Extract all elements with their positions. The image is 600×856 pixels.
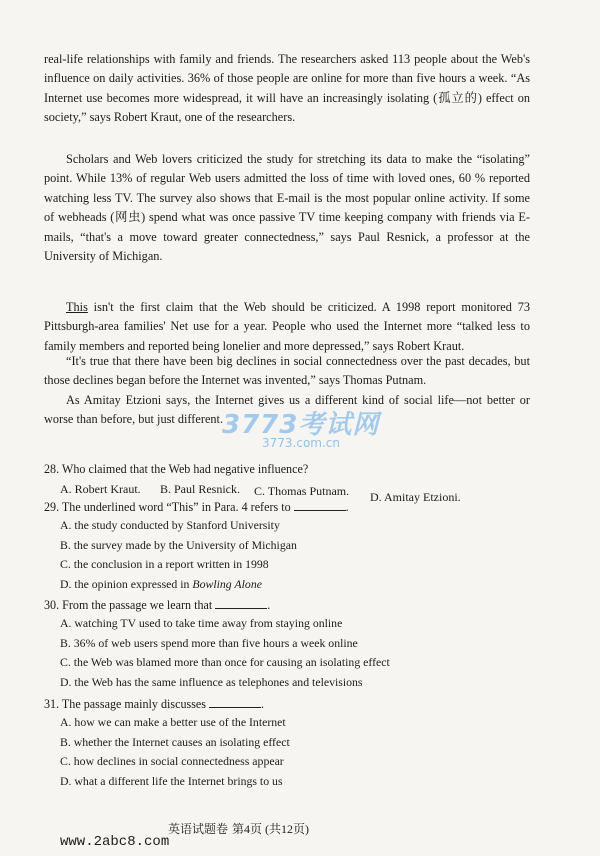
question-31-option-c: C. how declines in social connectedness appear [60, 754, 284, 768]
question-30-stem-end: . [267, 598, 271, 612]
passage-paragraph-2: Scholars and Web lovers criticized the study for stretching its data to make the “isolating” point. While 13% of regular Web users admitted the loss of time with loved ones, 60 % reported watching less TV. The survey also shows that E-mail is the most popular online activity. If some of webheads (网虫) spend what was once passive TV time keeping company with friends via E-mails, “that's a move toward greater connectedness,” says Paul Resnick, a professor at the University of Michigan. [44, 152, 530, 264]
question-31-stem-end: . [261, 697, 265, 711]
question-28-option-b: B. Paul Resnick. [160, 482, 240, 496]
question-30-stem-text: 30. From the passage we learn that [44, 598, 213, 612]
question-31-option-b: B. whether the Internet causes an isolating effect [60, 734, 290, 749]
book-title: Bowling Alone [192, 576, 262, 591]
question-29 [44, 498, 534, 594]
exam-title: 英语试题卷 [168, 822, 229, 836]
question-31-stem [44, 695, 534, 713]
question-31 [44, 695, 534, 791]
question-28-option-d: D. Amitay Etzioni. [370, 490, 461, 504]
question-28-stem: 28. Who claimed that the Web had negative influence? [44, 462, 309, 476]
question-28-option-a: A. Robert Kraut. [60, 482, 141, 496]
question-29-option-b: B. the survey made by the University of Michigan [60, 537, 297, 552]
question-31-option-d: D. what a different life the Internet brings to us [60, 773, 283, 788]
question-29-option-c: C. the conclusion in a report written in 1998 [60, 557, 269, 571]
answer-blank [294, 500, 346, 511]
watermark-url: 3773.com.cn [262, 436, 340, 450]
answer-blank [215, 598, 267, 609]
passage-paragraph-1: real-life relationships with family and friends. The researchers asked 113 people about the Web's influence on daily activities. 36% of those people are online for more than five hours a week. “As Internet use becomes more widespread, it will have an increasingly isolating (孤立的) effect on society,” says Robert Kraut, one of the researchers. [44, 52, 530, 125]
page-number: 第4页 (共12页) [232, 822, 309, 836]
passage-paragraph-3 [44, 298, 530, 356]
question-30-option-c: C. the Web was blamed more than once for causing an isolating effect [60, 655, 390, 669]
question-29-option-a: A. the study conducted by Stanford University [60, 518, 280, 532]
question-30-option-d: D. the Web has the same influence as telephones and televisions [60, 674, 363, 689]
question-29-option-d [60, 575, 534, 595]
watermark-brand: 3773考试网 [222, 410, 380, 440]
question-30-stem [44, 596, 534, 614]
question-29-stem [44, 498, 534, 516]
answer-blank [209, 697, 261, 708]
passage-paragraph-5: As Amitay Etzioni says, the Internet gives us a different kind of social life—not better or worse than before, but just different. [44, 393, 530, 427]
question-31-option-a: A. how we can make a better use of the Internet [60, 715, 286, 729]
question-30-option-b: B. 36% of web users spend more than five hours a week online [60, 635, 358, 650]
source-site: www.2abc8.com [60, 834, 170, 850]
paragraph-3-text: isn't the first claim that the Web should be criticized. A 1998 report monitored 73 Pittsburgh-area families' Net use for a year. People who used the Internet more “talked less to family members and reported being lonelier and more depressed,” says Robert Kraut. [44, 300, 530, 353]
underlined-this: This [66, 300, 88, 314]
question-30 [44, 596, 534, 692]
question-29-stem-text: 29. The underlined word “This” in Para. 4 refers to [44, 500, 291, 514]
option-d-text: D. the opinion expressed in [60, 576, 193, 591]
question-29-stem-end: . [345, 500, 349, 514]
question-31-stem-text: 31. The passage mainly discusses [44, 697, 207, 711]
question-28-option-c: C. Thomas Putnam. [254, 484, 350, 498]
question-30-option-a: A. watching TV used to take time away from staying online [60, 616, 343, 630]
passage-paragraph-4: “It's true that there have been big declines in social connectedness over the past decades, but those declines began before the Internet was invented,” says Thomas Putnam. [44, 354, 530, 388]
